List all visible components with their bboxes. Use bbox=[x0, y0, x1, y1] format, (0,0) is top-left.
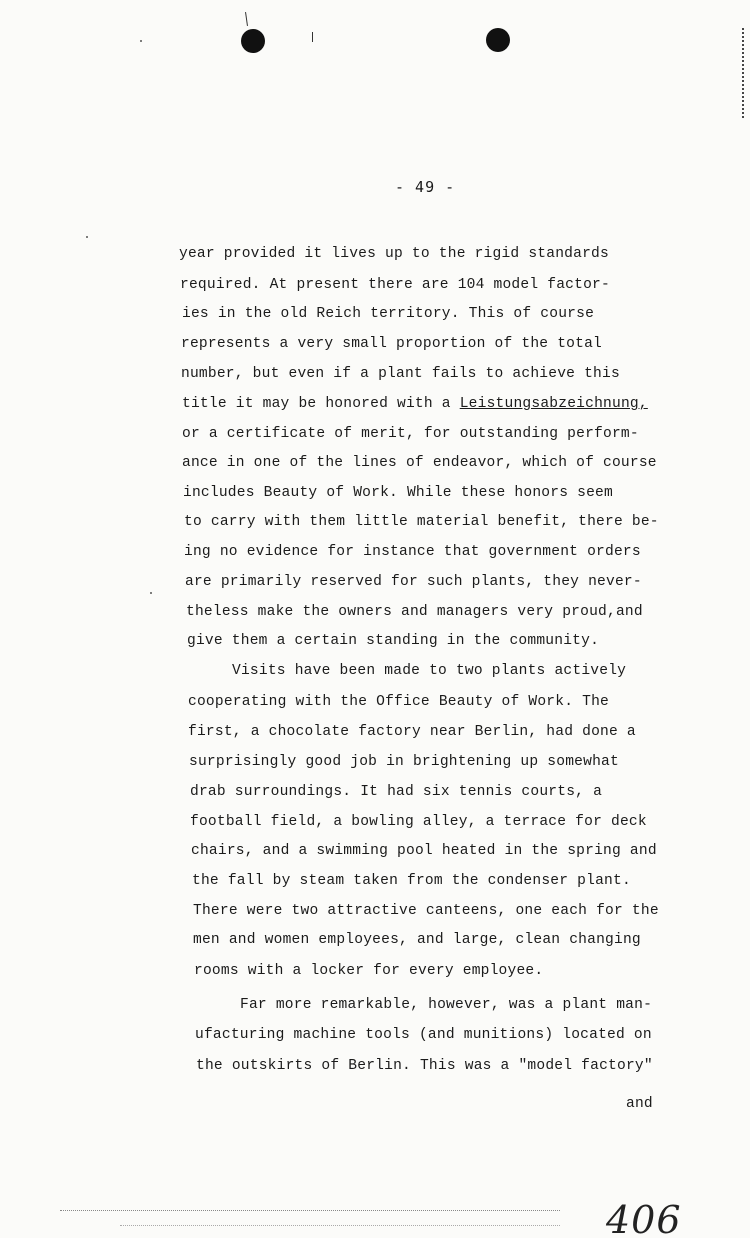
handwritten-page-number: 406 bbox=[606, 1198, 682, 1242]
scan-mark bbox=[312, 32, 313, 42]
page-number: - 49 - bbox=[395, 178, 456, 196]
punch-hole-right bbox=[486, 28, 510, 52]
body-line: rooms with a locker for every employee. bbox=[194, 963, 544, 979]
body-line-with-term bbox=[182, 396, 648, 412]
body-line: are primarily reserved for such plants, they never- bbox=[185, 574, 642, 590]
body-line: first, a chocolate factory near Berlin, had done a bbox=[188, 724, 636, 740]
body-line: cooperating with the Office Beauty of Work. The bbox=[188, 694, 610, 710]
body-line: the outskirts of Berlin. This was a "model factory" bbox=[196, 1058, 653, 1074]
catchword: and bbox=[626, 1096, 653, 1112]
body-line: includes Beauty of Work. While these honors seem bbox=[183, 485, 613, 501]
body-line: surprisingly good job in brightening up somewhat bbox=[189, 754, 619, 770]
body-line: men and women employees, and large, clean changing bbox=[193, 932, 641, 948]
edge-mark bbox=[736, 28, 744, 118]
body-line: football field, a bowling alley, a terrace for deck bbox=[190, 814, 647, 830]
paragraph-start-line: Far more remarkable, however, was a plant man- bbox=[240, 997, 653, 1013]
body-line: ance in one of the lines of endeavor, which of course bbox=[182, 455, 657, 471]
bottom-dotted-rule bbox=[60, 1210, 560, 1211]
body-line: chairs, and a swimming pool heated in the spring and bbox=[191, 843, 657, 859]
speck bbox=[150, 592, 152, 594]
body-line: number, but even if a plant fails to achieve this bbox=[181, 366, 620, 382]
body-line: required. At present there are 104 model factor- bbox=[180, 277, 610, 293]
body-line: drab surroundings. It had six tennis courts, a bbox=[190, 784, 603, 800]
bottom-dotted-rule bbox=[120, 1225, 560, 1226]
body-line: give them a certain standing in the community. bbox=[187, 633, 600, 649]
body-line: theless make the owners and managers very proud,and bbox=[186, 604, 643, 620]
german-term: Leistungsabzeichnung, bbox=[459, 396, 648, 412]
body-line: the fall by steam taken from the condenser plant. bbox=[192, 873, 631, 889]
body-line: ing no evidence for instance that government orders bbox=[184, 544, 641, 560]
body-line: or a certificate of merit, for outstanding perform- bbox=[182, 426, 639, 442]
punch-hole-left bbox=[241, 29, 265, 53]
body-line: ufacturing machine tools (and munitions) located on bbox=[195, 1027, 652, 1043]
body-line: year provided it lives up to the rigid standards bbox=[179, 246, 609, 262]
body-line: There were two attractive canteens, one each for the bbox=[193, 903, 659, 919]
scan-mark bbox=[245, 12, 248, 26]
body-line: ies in the old Reich territory. This of course bbox=[182, 306, 595, 322]
body-line: to carry with them little material benefit, there be- bbox=[184, 514, 659, 530]
speck bbox=[140, 40, 142, 42]
paragraph-start-line: Visits have been made to two plants actively bbox=[232, 663, 627, 679]
speck bbox=[86, 236, 88, 238]
body-line-text: title it may be honored with a bbox=[182, 396, 460, 412]
body-line: represents a very small proportion of the total bbox=[181, 336, 603, 352]
